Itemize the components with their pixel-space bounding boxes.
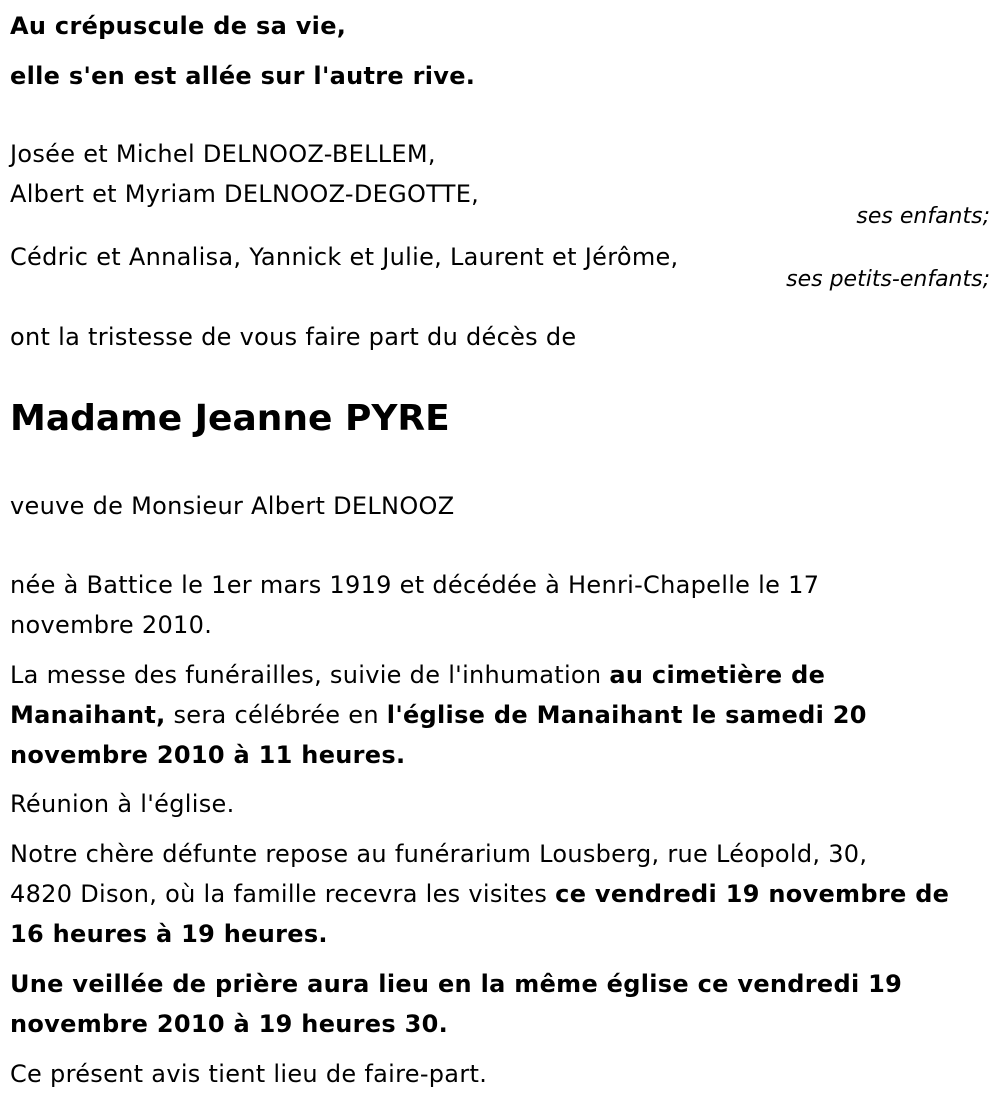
closing-line: Ce présent avis tient lieu de faire-part. bbox=[10, 1060, 488, 1088]
funeral-line-1 bbox=[10, 655, 825, 695]
vigil-line-2: novembre 2010 à 19 heures 30. bbox=[10, 1010, 449, 1038]
children-line-1: Josée et Michel DELNOOZ-BELLEM, bbox=[10, 140, 436, 168]
visit-date: ce vendredi 19 novembre de bbox=[555, 880, 950, 908]
meeting-line: Réunion à l'église. bbox=[10, 790, 235, 818]
visit-line-3: 16 heures à 19 heures. bbox=[10, 920, 328, 948]
widow-of-line: veuve de Monsieur Albert DELNOOZ bbox=[10, 492, 455, 520]
funeral-line-2 bbox=[10, 695, 867, 735]
funeral-text: La messe des funérailles, suivie de l'inhumation bbox=[10, 661, 610, 689]
celebrated-text: sera célébrée en bbox=[165, 701, 387, 729]
intro-line-2: elle s'en est allée sur l'autre rive. bbox=[10, 62, 476, 90]
visit-line-1: Notre chère défunte repose au funérarium Lousberg, rue Léopold, 30, bbox=[10, 840, 868, 868]
cemetery-text: au cimetière de bbox=[609, 661, 826, 689]
funeral-line-3: novembre 2010 à 11 heures. bbox=[10, 741, 406, 769]
birth-death-line-2: novembre 2010. bbox=[10, 611, 213, 639]
vigil-line-1: Une veillée de prière aura lieu en la même église ce vendredi 19 bbox=[10, 970, 903, 998]
cemetery-name: Manaihant, bbox=[10, 701, 166, 729]
announcement-line: ont la tristesse de vous faire part du décès de bbox=[10, 323, 577, 351]
children-line-2: Albert et Myriam DELNOOZ-DEGOTTE, bbox=[10, 180, 480, 208]
grandchildren-line: Cédric et Annalisa, Yannick et Julie, Laurent et Jérôme, bbox=[10, 243, 679, 271]
children-role: ses enfants; bbox=[856, 204, 990, 229]
grandchildren-role: ses petits-enfants; bbox=[786, 267, 990, 292]
birth-death-line-1: née à Battice le 1er mars 1919 et décédée à Henri-Chapelle le 17 bbox=[10, 571, 820, 599]
intro-line-1: Au crépuscule de sa vie, bbox=[10, 12, 347, 40]
visit-text: 4820 Dison, où la famille recevra les visites bbox=[10, 880, 556, 908]
deceased-name: Madame Jeanne PYRE bbox=[10, 398, 450, 439]
church-date-text: l'église de Manaihant le samedi 20 bbox=[386, 701, 867, 729]
visit-line-2 bbox=[10, 874, 949, 914]
